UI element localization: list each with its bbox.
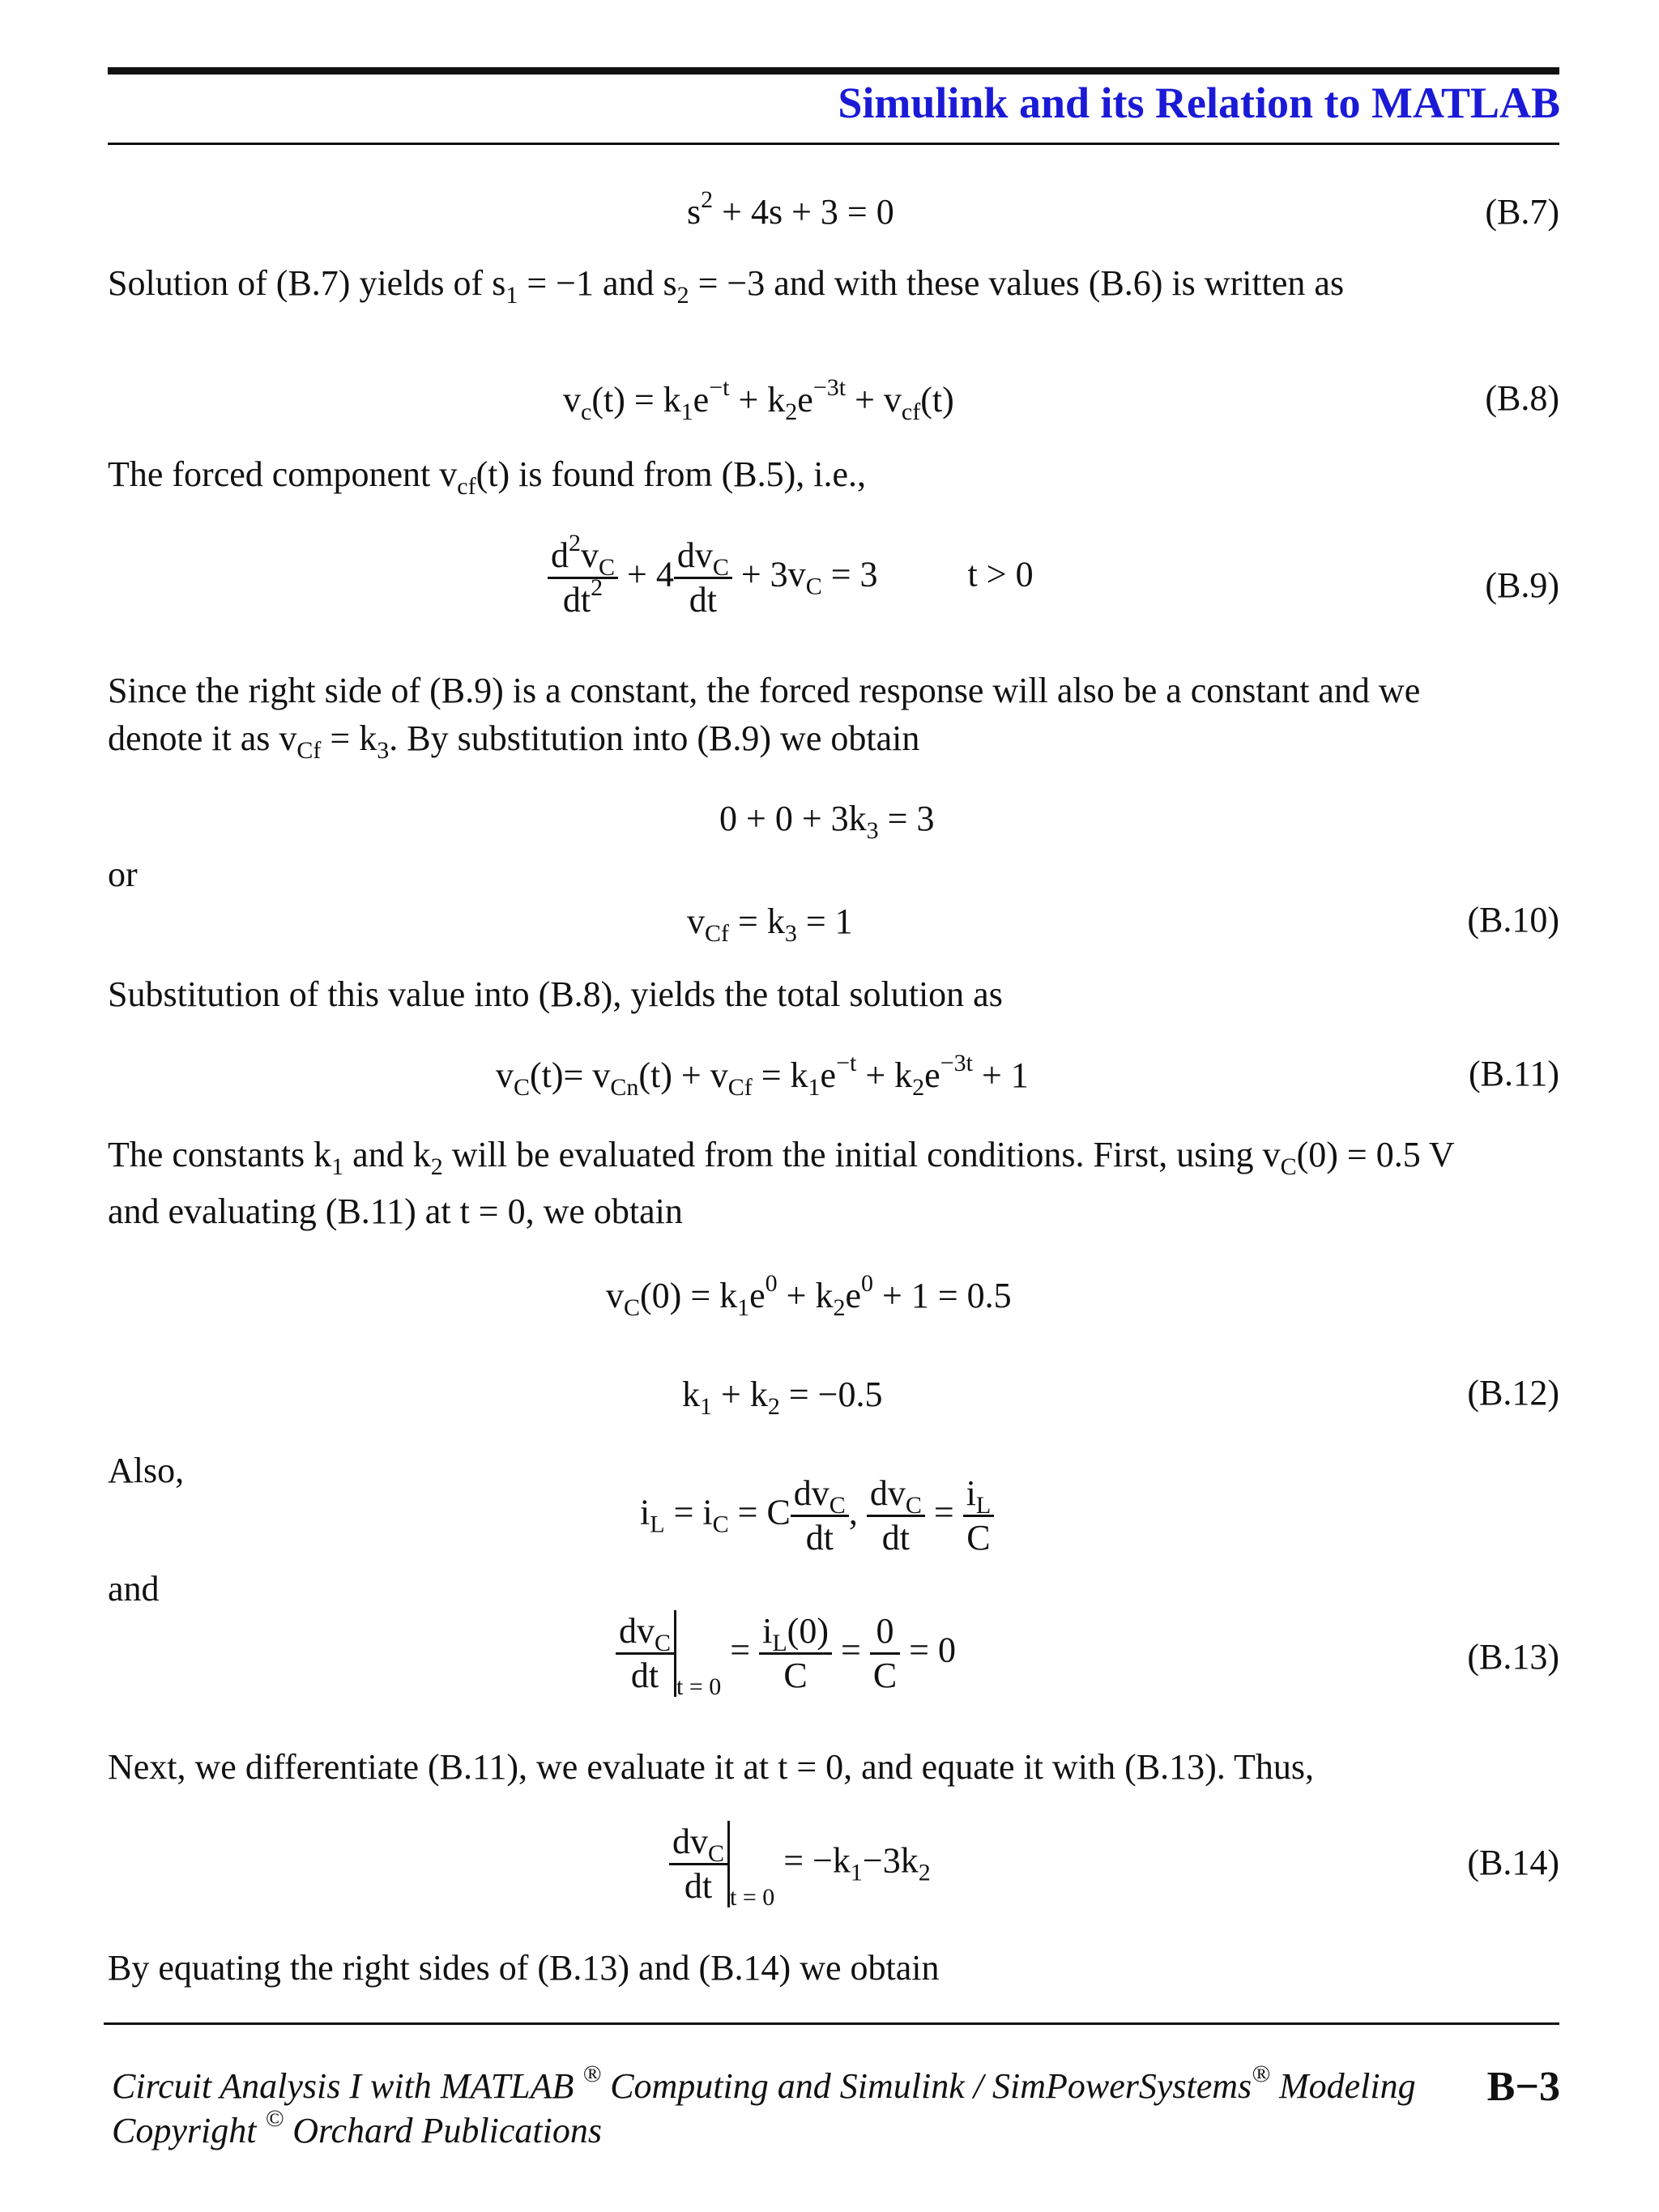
footer-rule xyxy=(104,2022,1559,2025)
page-header-title: Simulink and its Relation to MATLAB xyxy=(838,79,1560,127)
footer-book-title: Circuit Analysis I with MATLAB ® Computing and Simulink / SimPowerSystems® Modeling xyxy=(112,2061,1416,2106)
paragraph-evaluating: and evaluating (B.11) at t = 0, we obtain xyxy=(108,1191,683,1231)
header-rule-thin xyxy=(108,143,1559,145)
equation-b14: $\frac{dv_C}{dt}$ $_{t = 0} = -k_1-3k_2$ xyxy=(669,1821,931,1907)
equation-number-b10: (B.10) xyxy=(1467,900,1559,940)
equation-number-b7: (B.7) xyxy=(1485,192,1559,232)
equation-b11: $v_C(t)= v_{Cn}(t) + v_{Cf} = k_1e^{-t} + k_2e^{-3t} + 1$ xyxy=(496,1050,1029,1101)
paragraph-denote-vcf: denote it as $v_{Cf} = k_3$. By substitution into (B.9) we obtain xyxy=(108,718,920,764)
header-rule-thick xyxy=(108,67,1559,75)
equation-b10: $v_{Cf} = k_3 = 1$ xyxy=(687,901,853,947)
equation-substitution-zero: $0 + 0 + 3k_3 = 3$ xyxy=(719,799,935,844)
equation-b9: $\frac{d^2v_C}{dt^2}$ + 4 $\frac{dv_C}{dt}$ + $3v_C = 3$ t > 0 xyxy=(548,535,1034,621)
text-and: and xyxy=(108,1569,160,1609)
equation-number-b11: (B.11) xyxy=(1468,1054,1559,1093)
paragraph-constant-response: Since the right side of (B.9) is a constant, the forced response will also be a constant and we xyxy=(108,671,1421,710)
equation-b8: $v_c(t) = k_1e^{-t} + k_2e^{-3t} + v_{cf}(t)$ xyxy=(563,374,954,425)
equation-b13: $\frac{dv_C}{dt}$ $_{t = 0}$ = $\frac{i_L(0)}{C}$ = $\frac{0}{C}$ = 0 xyxy=(616,1610,956,1697)
paragraph-equating: By equating the right sides of (B.13) and (B.14) we obtain xyxy=(108,1948,940,1988)
equation-number-b8: (B.8) xyxy=(1485,378,1559,418)
equation-b12: $k_1 + k_2 = -0.5$ xyxy=(682,1375,883,1420)
equation-b7: $s^2 + 4s + 3 = 0$ xyxy=(687,186,894,232)
paragraph-total-solution: Substitution of this value into (B.8), yields the total solution as xyxy=(108,974,1003,1014)
paragraph-differentiate: Next, we differentiate (B.11), we evaluate it at t = 0, and equate it with (B.13). Thus, xyxy=(108,1747,1315,1787)
footer-copyright: Copyright © Orchard Publications xyxy=(112,2105,602,2150)
paragraph-solution-b7: Solution of (B.7) yields of $s_1 = -1$ and $s_2 = -3$ and with these values (B.6) is written as xyxy=(108,263,1345,309)
paragraph-constants: The constants $k_1$ and $k_2$ will be evaluated from the initial conditions. First, using $v_C(0) = 0.5$ V xyxy=(108,1135,1455,1180)
equation-number-b12: (B.12) xyxy=(1467,1373,1559,1413)
equation-number-b13: (B.13) xyxy=(1467,1637,1559,1677)
equation-number-b9: (B.9) xyxy=(1485,565,1559,605)
page-number: B−3 xyxy=(1486,2064,1560,2110)
text-or: or xyxy=(108,855,138,894)
equation-number-b14: (B.14) xyxy=(1467,1843,1559,1882)
equation-initial-condition: $v_C(0) = k_1e^0 + k_2e^0 + 1 = 0.5$ xyxy=(606,1270,1012,1321)
equation-inductor-current: $i_L = i_C = C$ $\frac{dv_C}{dt}$ , $\frac{dv_C}{dt}$ = $\frac{i_L}{C}$ xyxy=(640,1473,994,1559)
paragraph-forced-component: The forced component $v_{cf}(t)$ is found from (B.5), i.e., xyxy=(108,454,867,500)
text-also: Also, xyxy=(108,1451,185,1490)
